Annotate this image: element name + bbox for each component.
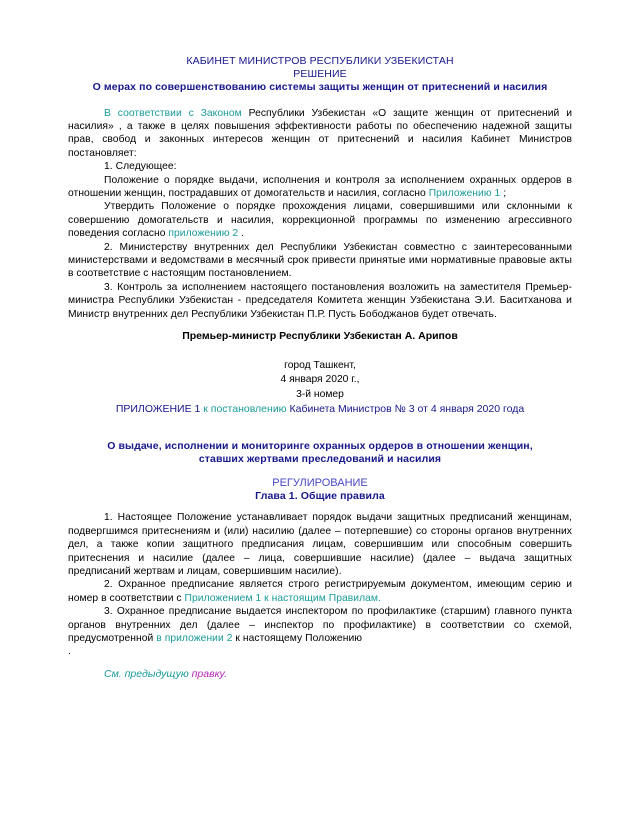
annex-title-block	[68, 440, 572, 466]
item-1b-after-text: .	[238, 228, 244, 240]
title-line-subject: О мерах по совершенствованию системы защиты женщин от притеснений и насилия	[92, 81, 548, 94]
appendix-reference-link[interactable]: к постановлению	[200, 402, 290, 415]
rule-3-paragraph	[68, 605, 572, 645]
rule-1-paragraph: 1. Настоящее Положение устанавливает порядок выдачи защитных предписаний женщинам, подвергшимся притеснениям и (или) насилию (далее – потерпевшие) со стороны органов внутренних дел, а также копии защитного предписания лицам, совершившим или способным совершить притеснения и насилие (далее – лица, совершившие насилие) (далее – выдача защитных предписаний жертвам и лицам, совершившим насилие).	[68, 512, 572, 577]
previous-revision-link[interactable]: См. предыдущую	[104, 667, 192, 680]
title-line-cabinet: КАБИНЕТ МИНИСТРОВ РЕСПУБЛИКИ УЗБЕКИСТАН	[186, 55, 454, 67]
date-line: 4 января 2020 г.,	[280, 374, 360, 386]
appendix-2-link[interactable]: приложению 2	[168, 228, 239, 240]
title-line-decision: РЕШЕНИЕ	[293, 68, 347, 81]
preamble-paragraph	[68, 107, 572, 161]
annex-title-line-1: О выдаче, исполнении и мониторинге охранных ордеров в отношении женщин,	[107, 439, 533, 452]
place-date-block	[68, 359, 572, 402]
item-1a-after-text: ;	[500, 188, 507, 200]
spacer	[68, 503, 572, 511]
law-reference-link[interactable]: В соответствии с Законом	[104, 107, 242, 119]
item-1-subitem-b	[68, 200, 572, 240]
chapter-title: Глава 1. Общие правила	[255, 490, 385, 503]
preamble-rest-text: Республики Узбекистан «О защите женщин от притеснений и насилия» , а также в целях повышения эффективности работы по обеспечению надежной защиты прав, свобод и законных интересов женщин от притеснений и насилия Кабинет Министров постановляет:	[68, 107, 572, 159]
appendix-reference-label: ПРИЛОЖЕНИЕ 1	[115, 402, 201, 415]
regulation-label: РЕГУЛИРОВАНИЕ	[272, 477, 368, 490]
document-title-block	[68, 55, 572, 95]
item-3-paragraph: 3. Контроль за исполнением настоящего постановления возложить на заместителя Премьер-министра Республики Узбекистан - председателя Комитета женщин Узбекистана Э.И. Баситханова и Министр внутренних дел Республики Узбекистан П.Р. Пусть Бободжанов будет отвечать.	[68, 281, 572, 320]
item-1a-before-text: Положение о порядке выдачи, исполнения и контроля за исполнением охранных ордеров в отношении женщин, пострадавших от домогательств и насилия, согласно	[68, 174, 572, 200]
number-line: 3-й номер	[296, 388, 344, 400]
document-body	[68, 55, 572, 681]
appendix-reference-source: Кабинета Министров № 3 от 4 января 2020 года	[289, 402, 525, 415]
previous-revision-emphasis[interactable]: правку.	[191, 667, 228, 680]
annex-title-line-2: ставших жертвами преследований и насилия	[198, 452, 442, 465]
appendix-reference-line	[68, 402, 572, 416]
spacer	[68, 659, 572, 667]
spacer	[68, 95, 572, 107]
item-1-lead: 1. Следующее:	[104, 161, 177, 173]
spacer	[68, 466, 572, 476]
rule-2-paragraph	[68, 578, 572, 605]
rule-3-before-text: 3. Охранное предписание выдается инспектором по профилактике (старшим) главного пункта органов внутренних дел (далее – инспектор по профилактике) в соответствии со схемой, предусмотренной	[68, 606, 572, 644]
rule-3-after-text: к настоящему Положению	[232, 632, 363, 644]
item-2-paragraph: 2. Министерству внутренних дел Республики Узбекистан совместно с заинтересованными министерствами и ведомствами в месячный срок привести принятые ими нормативные правовые акты в соответствие с настоящим постановлением.	[68, 241, 572, 280]
appendix-1-rules-link[interactable]: Приложением 1 к настоящим Правилам.	[184, 592, 381, 604]
item-1b-before-text: Утвердить Положение о порядке прохождения лицами, совершившими или склонными к совершению домогательств и насилия, коррекционной программы по изменению агрессивного поведения согласно	[68, 201, 572, 240]
spacer	[68, 416, 572, 440]
signature-line: Премьер-министр Республики Узбекистан А. Арипов	[182, 330, 458, 343]
appendix-1-link[interactable]: Приложению 1	[428, 188, 501, 200]
appendix-2-scheme-link[interactable]: в приложении 2	[156, 632, 233, 644]
spacer	[68, 343, 572, 359]
rule-2-before-text: 2. Охранное предписание является строго регистрируемым документом, имеющим серию и номер в соответствии с	[68, 579, 572, 604]
city-line: город Ташкент,	[284, 360, 356, 372]
stray-period: .	[68, 646, 71, 658]
item-1-subitem-a	[68, 174, 572, 201]
spacer	[68, 321, 572, 329]
previous-revision-note	[68, 667, 572, 681]
